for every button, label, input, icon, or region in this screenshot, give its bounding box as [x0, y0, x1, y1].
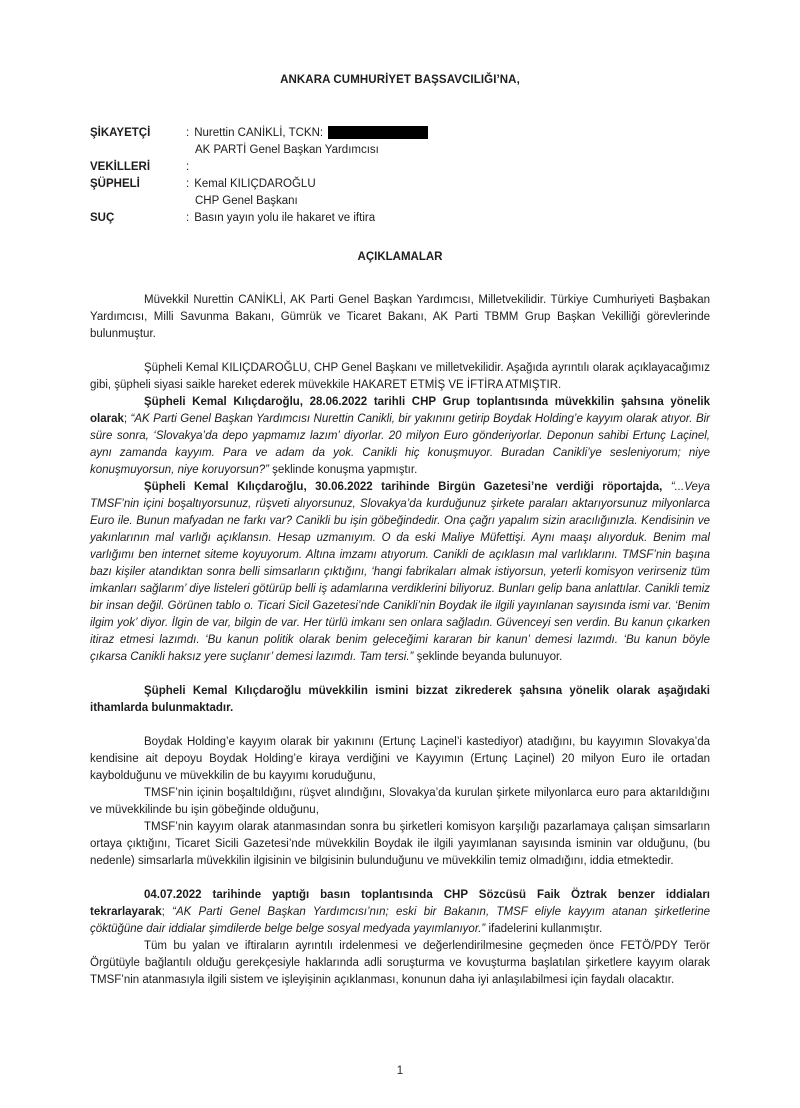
party-row [90, 210, 710, 227]
text-run: Şüpheli Kemal Kılıçdaroğlu müvekkilin ismini bizzat zikrederek şahsına yönelik olarak aşağıdaki ithamlarda bulunmaktadır. [90, 685, 710, 714]
party-value-text: Basın yayın yolu ile hakaret ve iftira [194, 212, 376, 224]
party-value-text: Nurettin CANİKLİ, TCKN: [194, 127, 324, 139]
party-row [90, 176, 710, 210]
party-value-text: AK PARTİ Genel Başkan Yardımcısı [195, 144, 379, 156]
paragraph [90, 360, 710, 394]
party-row [90, 125, 710, 159]
text-run: 04.07.2022 tarihinde yaptığı basın toplantısında CHP Sözcüsü Faik Öztrak benzer iddiaları tekrarlayarak [90, 889, 710, 918]
paragraph [90, 734, 710, 785]
party-value-text: CHP Genel Başkanı [195, 195, 298, 207]
text-run: ifadelerini kullanmıştır. [485, 923, 603, 935]
text-run: ; [161, 906, 173, 918]
paragraph [90, 479, 710, 666]
paragraph [90, 819, 710, 870]
party-value [186, 176, 710, 210]
text-run: “AK Parti Genel Başkan Yardımcısı’nın; eski bir Bakanın, TMSF eliyle kayyım atanan şirketlerine çöktüğüne dair iddialar şimdilerde belge belge sosyal medyada yayımlanıyor.” [90, 906, 711, 935]
document-body [90, 292, 710, 989]
page-number: 1 [396, 1065, 404, 1077]
party-value-line [186, 193, 710, 210]
party-row [90, 159, 710, 176]
text-run: Müvekkil Nurettin CANİKLİ, AK Parti Genel Başkan Yardımcısı, Milletvekilidir. Türkiye Cumhuriyeti Başbakan Yardımcısı, Milli Savunma Bakanı, Gümrük ve Ticaret Bakanı, AK Parti TBMM Grup Başkan Vekilliği görevlerinde bulunmuştur. [90, 294, 710, 340]
text-run: TMSF’nin içinin boşaltıldığını, rüşvet alındığını, Slovakya’da kurulan şirkete milyonlarca euro para aktarıldığını ve müvekkilinde bu işin göbeğinde olduğunu, [90, 787, 710, 816]
paragraph [90, 394, 710, 479]
text-run: şeklinde konuşma yapmıştır. [268, 464, 418, 476]
text-run: Şüpheli Kemal Kılıçdaroğlu, 30.06.2022 tarihinde Birgün Gazetesi’ne verdiği röportajda, [144, 481, 663, 493]
paragraph [90, 683, 710, 717]
text-run: Şüpheli Kemal KILIÇDAROĞLU, CHP Genel Başkanı ve milletvekilidir. Aşağıda ayrıntılı olarak açıklayacağımız gibi, şüpheli siyasi saikle hareket ederek müvekkile HAKARET ETMİŞ VE İFTİRA ATMIŞTIR. [90, 362, 710, 391]
text-run: “...Veya TMSF’nin içini boşaltıyorsunuz, rüşveti alıyorsunuz, Slovakya’da kurduğunuz şirkete paraları aktarıyorsunuz milyonlarca Euro ile. Bunun mafyadan ne farkı var? Canikli bu işin göbeğindedir. Ona çağrı yapalım sizin aracılığınızla. Kendisinin ve yakınlarının mal varlığı açıklansın. Hesap uzmanıyım. O da eski Maliye Müfettişi. Aynı maaşı alıyorduk. Benim mal varlığımı ben internet siteme koyuyorum. Altına imzamı atıyorum. Canikli de açıklasın mal varlıklarını. TMSF’nin başına bazı kişiler atandıktan sonra belli simsarların çıktığını, ‘hangi fabrikaları almak istiyorsun, yeterli komisyon verirseniz tüm imkanları sağlarım’ diye listeleri götürüp belli iş adamlarına verdiklerini biliyoruz. Bunları gelip bana anlattılar. Canikli temiz bir insan değil. Görünen tablo o. Ticari Sicil Gazetesi’nde Canikli’nin Boydak ile ilgili yayınlanan sayısında ismi var. ‘Benim ilgim yok’ diyor. İlgin de var, bilgin de var. Her türlü imkanı sen onlara sağladın. Güvenceyi sen verdin. Bu kanun çıkarken itiraz etmesi lazımdı. ‘Bu kanun politik olarak benim geleceğimi kararan bir kanun’ demesi lazımdı. ‘Bu kanun böyle çıkarsa Canikli haksız yere suçlanır’ demesi lazımdı. Tam tersi.” [90, 481, 711, 663]
text-run: şeklinde beyanda bulunuyor. [413, 651, 563, 663]
party-label: ŞÜPHELİ [90, 178, 140, 190]
text-run [662, 481, 670, 493]
separator-colon: : [186, 178, 190, 190]
text-run: TMSF’nin kayyım olarak atanmasından sonra bu şirketleri komisyon karşılığı pazarlamaya çalışan simsarların ortaya çıktığını, Ticaret Sicili Gazetesi’nde müvekkilin Boydak ile ilgili yayımlanan sayısında isminin var olduğunu, (bu nedenle) simsarlarla müvekkilin ilgisinin ve bilgisinin bulunduğunu ve müvekkilin temiz olmadığını, iddia etmektedir. [90, 821, 710, 867]
separator-colon: : [186, 212, 190, 224]
party-value-line [186, 159, 710, 176]
separator-colon: : [186, 161, 190, 173]
party-label: ŞİKAYETÇİ [90, 127, 151, 139]
parties-block [90, 125, 710, 227]
redacted-tckn-box [328, 126, 428, 139]
text-run: Boydak Holding’e kayyım olarak bir yakınını (Ertunç Laçinel’i kastediyor) atadığını, bu kayyımın Slovakya’da kendisine ait depoyu Boydak Holding’e kiraya verdiğini ve Kayyımın (Ertunç Laçinel) 20 milyon Euro ile ortadan kaybolduğunu ve müvekkilin de bu kayyımı koruduğunu, [90, 736, 710, 782]
text-run: Şüpheli Kemal Kılıçdaroğlu, 28.06.2022 tarihli CHP Grup toplantısında müvekkilin şahsına yönelik olarak [90, 396, 710, 425]
party-value-line [186, 176, 710, 193]
party-value-line [186, 142, 710, 159]
separator-colon: : [186, 127, 190, 139]
paragraph [90, 887, 710, 938]
party-value-text: Kemal KILIÇDAROĞLU [194, 178, 316, 190]
paragraph [90, 938, 710, 989]
text-run: “AK Parti Genel Başkan Yardımcısı Nurettin Canikli, bir yakınını getirip Boydak Holding’e kayyım olarak atıyor. Bir süre sonra, ‘Slovakya’da depo yapmamız lazım’ diyorlar. 20 milyon Euro gönderiyorlar. Deponun sahibi Ertunç Laçinel, aynı zamanda kayyım. Para ve adam da yok. Canikli hiç konuşmuyor. Buradan Canikli’ye sesleniyorum; niye konuşmuyorsun, niye koruyorsun?” [90, 413, 711, 476]
section-heading: AÇIKLAMALAR [357, 251, 443, 263]
text-run: ; [123, 413, 131, 425]
paragraph [90, 292, 710, 343]
text-run: Tüm bu yalan ve iftiraların ayrıntılı irdelenmesi ve değerlendirilmesine geçmeden önce FETÖ/PDY Terör Örgütüyle bağlantılı olduğu gerekçesiyle haklarında adli soruşturma ve kovuşturma başlatılan şirketlere kayyım olarak TMSF’nin atanmasıyla ilgili sistem ve işleyişinin açıklanması, konunun daha iyi anlaşılabilmesi için faydalı olacaktır. [90, 940, 710, 986]
party-value [186, 159, 710, 176]
party-value [186, 125, 710, 159]
document-title: ANKARA CUMHURİYET BAŞSAVCILIĞI’NA, [280, 74, 520, 86]
party-label: VEKİLLERİ [90, 161, 151, 173]
party-value-line [186, 210, 710, 227]
party-value [186, 210, 710, 227]
party-label: SUÇ [90, 212, 115, 224]
paragraph [90, 785, 710, 819]
party-value-line [186, 125, 710, 142]
